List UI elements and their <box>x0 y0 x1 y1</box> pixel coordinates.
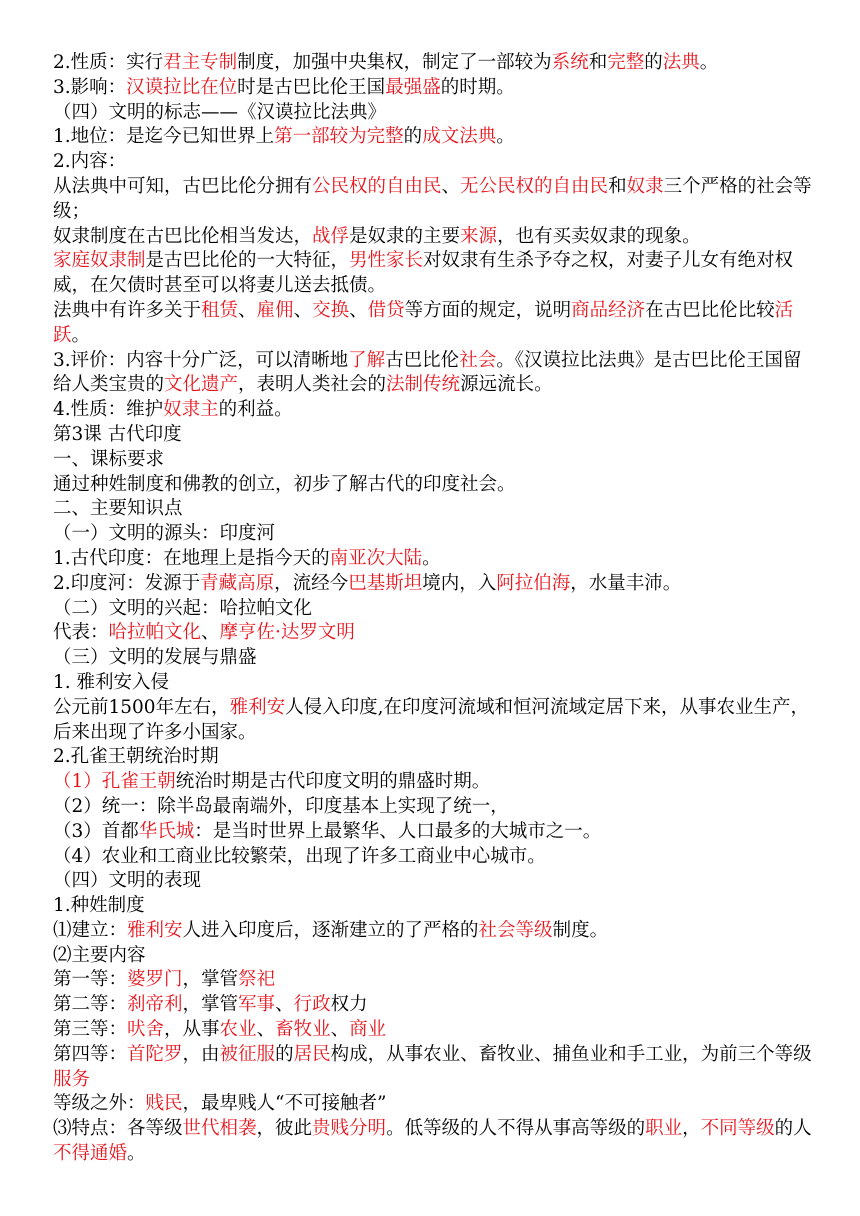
section-heading <box>53 894 813 919</box>
text-run: 2.性质：实行 <box>53 52 164 73</box>
highlighted-term: 第一部较为完整 <box>274 126 404 148</box>
text-run: 第四等： <box>53 1043 128 1065</box>
text-run: ，彼此 <box>256 1118 313 1140</box>
text-paragraph <box>53 795 813 820</box>
highlighted-term: 了解 <box>348 349 386 371</box>
highlighted-term: 畜牧业 <box>275 1019 331 1041</box>
highlighted-term: 最强盛 <box>385 76 441 98</box>
text-run: 和 <box>608 175 627 197</box>
text-run: 的 <box>644 52 663 73</box>
text-run: （二）文明的兴起：哈拉帕文化 <box>53 597 313 619</box>
text-paragraph <box>53 696 813 746</box>
text-run: 1.种姓制度 <box>53 895 145 917</box>
text-run: 2.印度河：发源于 <box>53 572 201 594</box>
text-paragraph <box>53 299 813 349</box>
text-run: 通过种姓制度和佛教的创立，初步了解古代的印度社会。 <box>53 473 516 495</box>
highlighted-term: 哈拉帕文化 <box>108 622 202 644</box>
text-run: ，水量丰沛。 <box>570 572 682 594</box>
text-paragraph <box>53 1018 813 1043</box>
highlighted-term: 世代相袭 <box>182 1118 257 1140</box>
text-run: 制度。 <box>552 919 609 941</box>
text-run: 构成，从事农业、畜牧业、捕鱼业和手工业，为前三个等级 <box>330 1043 812 1065</box>
section-heading <box>53 497 813 522</box>
section-heading <box>53 944 813 969</box>
highlighted-term: 商业 <box>349 1019 387 1041</box>
text-run: 权力 <box>330 994 368 1016</box>
text-run: 的利益。 <box>218 399 293 421</box>
highlighted-term: 交换 <box>312 299 350 321</box>
text-paragraph <box>53 968 813 993</box>
highlighted-term: 公民权的自由民 <box>312 175 442 197</box>
text-paragraph <box>53 249 813 299</box>
section-heading <box>53 448 813 473</box>
text-paragraph <box>53 225 813 250</box>
text-run: 的人 <box>774 1118 812 1140</box>
highlighted-term: 男性家长 <box>349 250 424 272</box>
section-heading <box>53 646 813 671</box>
text-run: ，掌管 <box>182 969 239 991</box>
text-run: （四）文明的标志——《汉谟拉比法典》 <box>53 101 387 123</box>
highlighted-term: 祭祀 <box>238 969 276 991</box>
text-paragraph <box>53 547 813 572</box>
highlighted-term: 刹帝利 <box>127 994 183 1016</box>
text-run: ，从事 <box>164 1019 220 1041</box>
text-run: 、 <box>238 299 257 321</box>
text-run: 第一等： <box>53 969 128 991</box>
text-run: 。低等级的人不得从事高等级的 <box>386 1118 646 1140</box>
highlighted-term: 社会 <box>459 349 497 371</box>
section-heading <box>53 869 813 894</box>
text-paragraph <box>53 473 813 498</box>
text-run: 第三等： <box>53 1019 128 1041</box>
text-run: 人进入印度后，逐渐建立的了严格的 <box>182 919 479 941</box>
highlighted-term: 无公民权的自由民 <box>460 175 609 197</box>
highlighted-term: 贵贱分明 <box>312 1118 387 1140</box>
text-paragraph <box>53 1043 813 1093</box>
text-run: 3.影响： <box>53 76 127 98</box>
highlighted-term: 战俘 <box>312 225 350 247</box>
section-heading <box>53 671 813 696</box>
section-heading <box>53 101 813 126</box>
text-run: 、 <box>256 1019 276 1041</box>
text-paragraph <box>53 349 813 399</box>
highlighted-term: 奴隶 <box>626 175 664 197</box>
highlighted-term: 完整 <box>607 52 645 73</box>
text-paragraph <box>53 51 813 76</box>
text-run: ，流经今 <box>274 572 349 594</box>
text-run: ⑵主要内容 <box>53 944 146 966</box>
text-paragraph <box>53 1092 813 1117</box>
text-run: 、 <box>293 299 313 321</box>
text-run: 奴隶制度在古巴比伦相当发达， <box>53 225 313 247</box>
text-run: （2）统一：除半岛最南端外，印度基本上实现了统一， <box>53 795 509 817</box>
text-run: 从法典中可知，古巴比伦分拥有 <box>53 175 313 197</box>
text-run: 和 <box>588 52 608 73</box>
text-run: 在古巴比伦比较 <box>645 299 775 321</box>
text-run: 3.评价：内容十分广泛，可以清晰地 <box>53 349 349 371</box>
highlighted-term: 法典 <box>662 52 700 73</box>
text-run: 、 <box>201 622 220 644</box>
text-run: ， <box>682 1118 701 1140</box>
document-page <box>53 51 813 1167</box>
text-run: 境内，入 <box>422 572 497 594</box>
text-run: 法典中有许多关于 <box>53 299 202 321</box>
text-run: 。 <box>71 324 91 346</box>
text-run: 、 <box>349 299 368 321</box>
text-run: （四）文明的表现 <box>53 870 202 892</box>
text-paragraph <box>53 175 813 225</box>
text-run: 等级之外： <box>53 1093 146 1115</box>
text-paragraph <box>53 919 813 944</box>
text-paragraph <box>53 125 813 150</box>
text-run: 第二等： <box>53 994 128 1016</box>
text-paragraph <box>53 993 813 1018</box>
text-run: 二、主要知识点 <box>53 498 183 520</box>
text-run: （3）首都 <box>53 820 139 842</box>
text-run: ，也有买卖奴隶的现象。 <box>497 225 701 247</box>
text-run: 的 <box>275 1043 294 1065</box>
section-heading <box>53 597 813 622</box>
text-run: 人侵入印度,在印度河流域和恒河流域定居下来，从事农业生产，后来出现了许多小国家。 <box>53 696 809 743</box>
highlighted-term: 家庭奴隶制 <box>53 250 146 272</box>
highlighted-term: 来源 <box>460 225 498 247</box>
highlighted-term: 军事 <box>238 994 276 1016</box>
text-run: ：是当时世界上最繁华、人口最多的大城市之一。 <box>194 820 602 842</box>
highlighted-term: 租赁 <box>201 299 239 321</box>
highlighted-term: （1）孔雀王朝 <box>53 771 176 793</box>
text-run: 时是古巴比伦王国 <box>237 76 386 98</box>
highlighted-term: 摩亨佐·达罗文明 <box>219 622 355 644</box>
highlighted-term: 雇佣 <box>256 299 294 321</box>
highlighted-term: 南亚次大陆 <box>329 547 423 569</box>
text-run: 。 <box>127 1143 146 1165</box>
text-paragraph <box>53 1117 813 1167</box>
highlighted-term: 贱民 <box>145 1093 183 1115</box>
text-run: 、 <box>275 994 294 1016</box>
text-paragraph <box>53 845 813 870</box>
highlighted-term: 社会等级 <box>478 919 553 941</box>
text-run: 代表： <box>53 622 109 644</box>
text-paragraph <box>53 820 813 845</box>
text-run: ⑴建立： <box>53 919 128 941</box>
highlighted-term: 奴隶主 <box>163 399 219 421</box>
text-run: 三个严格的社会等级； <box>53 175 812 222</box>
highlighted-term: 系统 <box>551 52 589 73</box>
highlighted-term: 青藏高原 <box>200 572 275 594</box>
text-run: 一、课标要求 <box>53 448 165 470</box>
text-run: ，掌管 <box>182 994 239 1016</box>
highlighted-term: 首陀罗 <box>127 1043 183 1065</box>
text-paragraph <box>53 398 813 423</box>
text-run: 是奴隶的主要 <box>349 225 461 247</box>
highlighted-term: 法制传统 <box>386 374 461 396</box>
text-run: 制度，加强中央集权，制定了一部较为 <box>237 52 552 73</box>
highlighted-term: 华氏城 <box>138 820 195 842</box>
text-run: （一）文明的源头：印度河 <box>53 523 276 545</box>
text-run: ⑶特点：各等级 <box>53 1118 183 1140</box>
section-heading <box>53 522 813 547</box>
highlighted-term: 吠舍 <box>127 1019 165 1041</box>
text-run: 第3课 古代印度 <box>53 423 182 445</box>
highlighted-term: 阿拉伯海 <box>496 572 571 594</box>
text-paragraph <box>53 621 813 646</box>
text-run: 古巴比伦 <box>385 349 460 371</box>
text-run: 4.性质：维护 <box>53 399 164 421</box>
highlighted-term: 君主专制 <box>163 52 238 73</box>
highlighted-term: 居民 <box>293 1043 331 1065</box>
highlighted-term: 借贷 <box>367 299 405 321</box>
text-paragraph <box>53 770 813 795</box>
text-run: 源远流长。 <box>460 374 553 396</box>
text-run: 。《汉谟拉比法典》是古巴比伦王国留给人类宝贵的 <box>53 349 802 396</box>
text-run: ，表明人类社会的 <box>238 374 387 396</box>
text-paragraph <box>53 572 813 597</box>
section-heading <box>53 423 813 448</box>
text-run: ，由 <box>182 1043 220 1065</box>
highlighted-term: 被征服 <box>219 1043 276 1065</box>
highlighted-term: 农业 <box>219 1019 257 1041</box>
text-run: 、 <box>441 175 461 197</box>
highlighted-term: 行政 <box>293 994 331 1016</box>
text-run: （三）文明的发展与鼎盛 <box>53 647 257 669</box>
text-paragraph <box>53 150 813 175</box>
text-run: 、 <box>330 1019 350 1041</box>
text-run: 2.孔雀王朝统治时期 <box>53 746 219 768</box>
text-run: 1.古代印度：在地理上是指今天的 <box>53 547 330 569</box>
text-run: 是古巴比伦的一大特征， <box>145 250 350 272</box>
text-run: 1. 雅利安入侵 <box>53 671 170 693</box>
text-paragraph <box>53 76 813 101</box>
highlighted-term: 职业 <box>645 1118 683 1140</box>
highlighted-term: 成文法典 <box>422 126 497 148</box>
text-run: 统治时期是古代印度文明的鼎盛时期。 <box>175 771 491 793</box>
text-run: 的时期。 <box>440 76 515 98</box>
highlighted-term: 服务 <box>53 1068 91 1090</box>
highlighted-term: 汉谟拉比在位 <box>126 76 238 98</box>
highlighted-term: 雅利安 <box>127 919 183 941</box>
text-run: （4）农业和工商业比较繁荣，出现了许多工商业中心城市。 <box>53 845 546 867</box>
highlighted-term: 婆罗门 <box>127 969 183 991</box>
text-run: 。 <box>496 126 515 148</box>
highlighted-term: 巴基斯坦 <box>348 572 423 594</box>
highlighted-term: 商品经济 <box>571 299 646 321</box>
text-run: 1.地位：是迄今已知世界上 <box>53 126 275 148</box>
text-run: 。 <box>422 547 441 569</box>
text-run: ，最卑贱人“不可接触者” <box>182 1093 387 1115</box>
section-heading <box>53 745 813 770</box>
text-run: 等方面的规定，说明 <box>404 299 572 321</box>
text-run: 公元前1500年左右， <box>53 696 230 718</box>
text-run: 对奴隶有生杀予夺之权，对妻子儿女有绝对权威，在欠债时甚至可以将妻儿送去抵债。 <box>53 250 794 297</box>
text-run: 2.内容： <box>53 151 127 173</box>
highlighted-term: 不得通婚 <box>53 1143 128 1165</box>
text-run: 的 <box>403 126 423 148</box>
text-run: 。 <box>699 52 719 73</box>
highlighted-term: 雅利安 <box>229 696 286 718</box>
highlighted-term: 活跃 <box>53 299 794 346</box>
highlighted-term: 文化遗产 <box>164 374 239 396</box>
highlighted-term: 不同等级 <box>700 1118 775 1140</box>
